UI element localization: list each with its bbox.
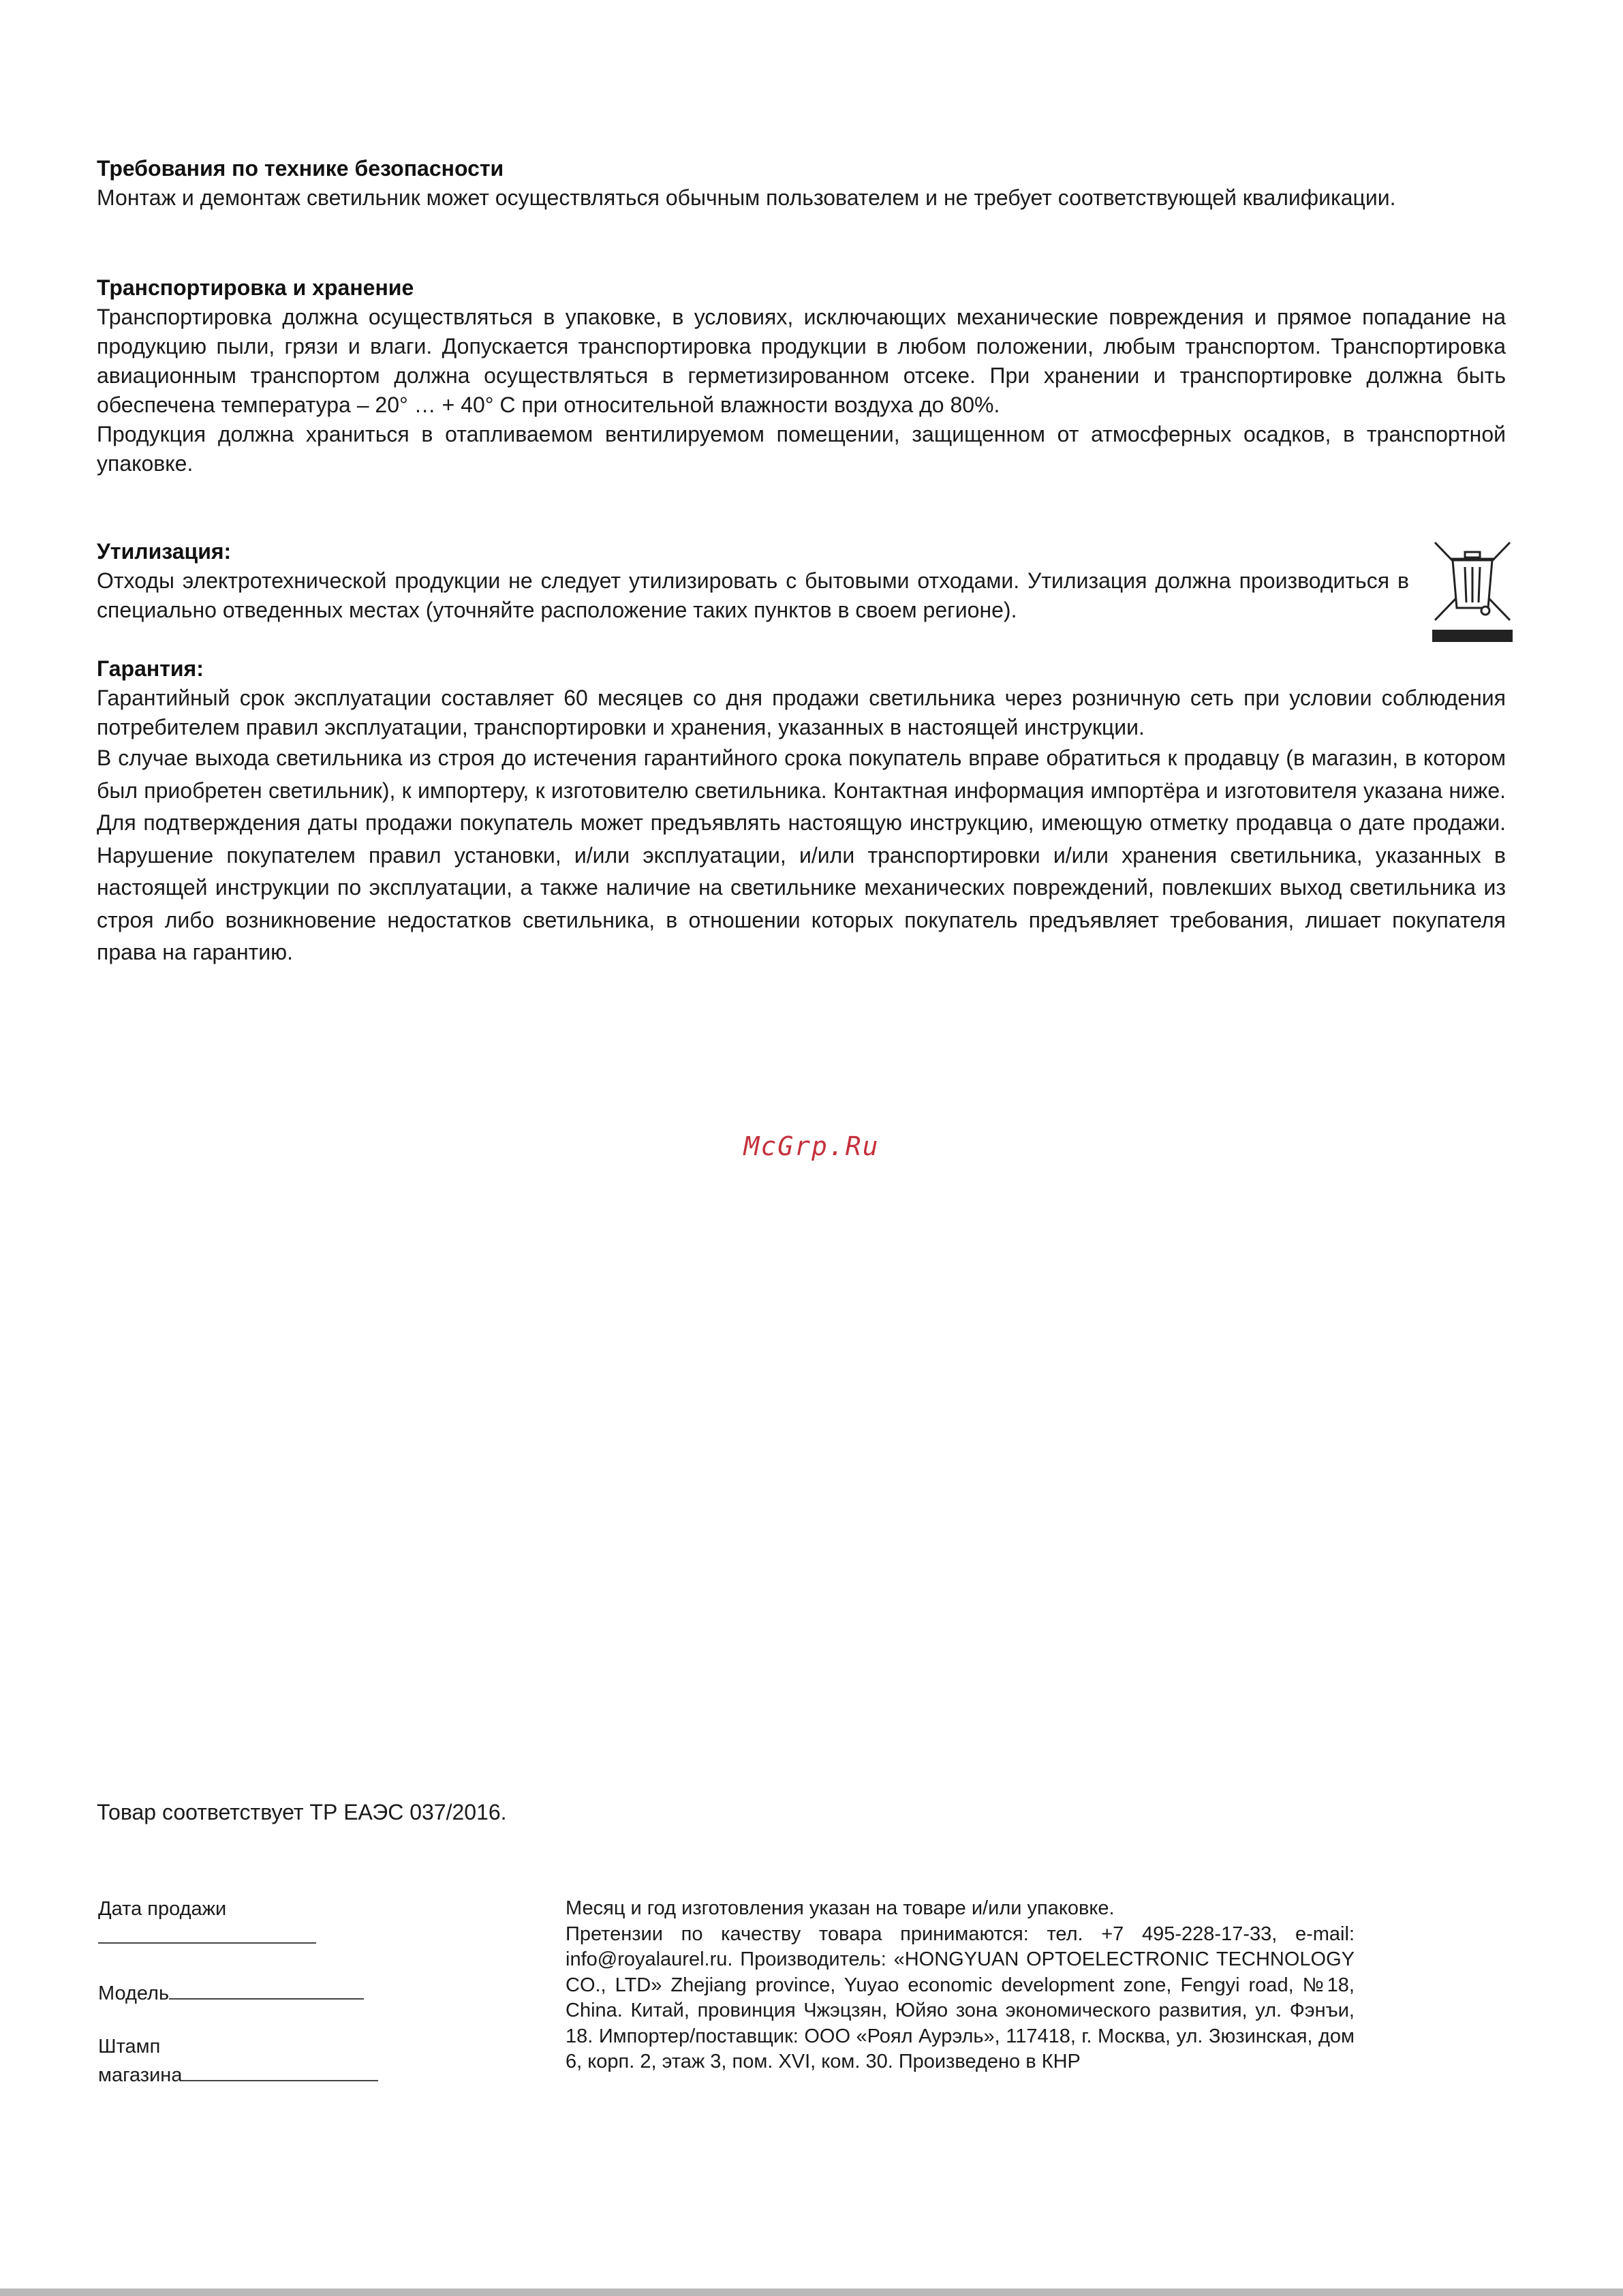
model-line[interactable] [169,1978,364,2000]
model-field[interactable] [98,1978,398,2006]
safety-section [97,154,1506,213]
stamp-label-line2: магазина [98,2064,183,2086]
bottom-divider [0,2289,1623,2296]
sale-date-line[interactable] [98,1922,316,1944]
watermark: McGrp.Ru [743,1131,880,1161]
warranty-paragraph-1: Гарантийный срок эксплуатации составляет 60 месяцев со дня продажи светильника через розничную сеть при условии соблюдения потребителем правил эксплуатации, транспортировки и хранения, указанных в настоящей инструкции. [97,686,1506,739]
recycle-section [97,537,1409,625]
manufacturer-contacts: Претензии по качеству товара принимаются: тел. +7 495-228-17-33, e-mail: info@royalaurel.ru. Производитель: «HONGYUAN OPTOELECTRONIC TECHNOLOGY CO., LTD» Zhejiang province, Yuyao economic development zone, Fengyi road, №18, China. Китай, провинция Чжэцзян, Юйяо зона экономического развития, ул. Фэнъи, 18. Импортер/поставщик: ООО «Роял Аурэль», 117418, г. Москва, ул. Зюзинская, дом 6, корп. 2, этаж 3, пом. XVI, ком. 30. Произведено в КНР [566,1923,1355,2072]
transport-paragraph-2: Продукция должна храниться в отапливаемом вентилируемом помещении, защищенном от атмосферных осадков, в транспортной упаковке. [97,422,1506,476]
sale-date-label: Дата продажи [98,1898,227,1920]
warranty-section [97,654,1506,969]
model-label: Модель [98,1983,170,2004]
transport-heading: Транспортировка и хранение [97,275,414,300]
sale-form [98,1896,398,2088]
warranty-paragraph-2: В случае выхода светильника из строя до истечения гарантийного срока покупатель вправе обратиться к продавцу (в магазин, в котором был приобретен светильник), к импортеру, к изготовителю светильника. Контактная информация импортёра и изготовителя указана ниже. Для подтверждения даты продажи покупатель может предъявлять настоящую инструкцию, имеющую отметку продавца о дате продажи. Нарушение покупателем правил установки, и/или эксплуатации, и/или транспортировки и/или хранения светильника, указанных в настоящей инструкции по эксплуатации, а также наличие на светильнике механических повреждений, повлекших выход светильника из строя либо возникновение недостатков светильника, в отношении которых покупатель предъявляет требования, лишает покупателя права на гарантию. [97,746,1506,964]
transport-section [97,273,1506,478]
sale-date-field[interactable] [98,1896,398,1950]
conformity-statement: Товар соответствует ТР ЕАЭС 037/2016. [97,1800,507,1824]
manufacture-date-note: Месяц и год изготовления указан на товаре и/или упаковке. [566,1897,1115,1919]
transport-paragraph-1: Транспортировка должна осуществляться в упаковке, в условиях, исключающих механические повреждения и прямое попадание на продукцию пыли, грязи и влаги. Допускается транспортировка продукции в любом положении, любым транспортом. Транспортировка авиационным транспортом должна осуществляться в герметизированном отсеке. При хранении и транспортировке должна быть обеспечена температура – 20° … + 40° С при относительной влажности воздуха до 80%. [97,305,1506,417]
recycle-heading: Утилизация: [97,539,232,564]
crossed-out-wheelie-bin-icon [1432,540,1513,642]
safety-heading: Требования по технике безопасности [97,156,504,181]
safety-text: Монтаж и демонтаж светильник может осуществляться обычным пользователем и не требует соответствующей квалификации. [97,185,1396,210]
stamp-label-line1: Штамп [98,2036,161,2057]
stamp-field[interactable] [98,2034,398,2088]
recycle-text: Отходы электротехнической продукции не следует утилизировать с бытовыми отходами. Утилизация должна производиться в специально отведенных местах (уточняйте расположение таких пунктов в своем регионе). [97,568,1409,622]
manufacturer-info [566,1896,1355,2075]
stamp-line[interactable] [182,2060,378,2081]
warranty-heading: Гарантия: [97,656,204,681]
